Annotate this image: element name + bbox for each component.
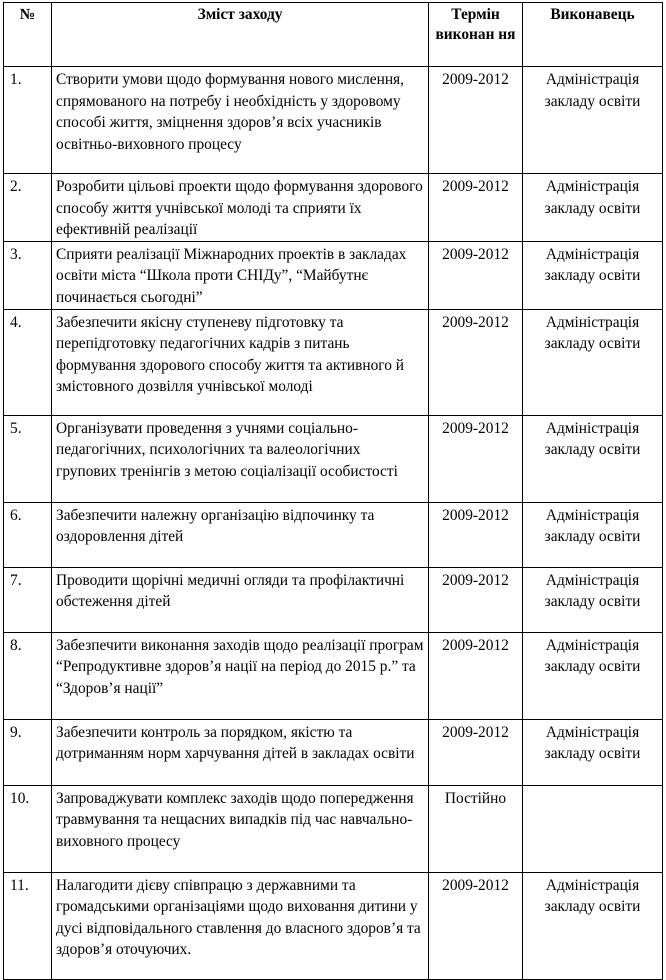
row-term: 2009-2012 [429,632,523,719]
row-content: Налагодити дієву співпрацю з державними та громадськими організаціями щодо виховання дитини у дусі відповідального ставлення до власного здоров’я та здоров’я оточуючих. [52,872,429,979]
table-row [4,415,663,502]
row-number: 1. [4,67,52,174]
table-row [4,632,663,719]
row-number: 9. [4,719,52,785]
row-executor: Адміністрація закладу освіти [523,632,663,719]
table-row [4,719,663,785]
row-executor: Адміністрація закладу освіти [523,872,663,979]
table-row [4,567,663,632]
row-term: 2009-2012 [429,719,523,785]
row-content: Проводити щорічні медичні огляди та профілактичні обстеження дітей [52,567,429,632]
row-executor: Адміністрація закладу освіти [523,567,663,632]
row-executor: Адміністрація закладу освіти [523,502,663,567]
row-executor: Адміністрація закладу освіти [523,67,663,174]
table-row [4,67,663,174]
table-row [4,174,663,242]
table-row [4,502,663,567]
row-executor: Адміністрація закладу освіти [523,309,663,415]
table-row [4,872,663,979]
row-content: Забезпечити належну організацію відпочинку та оздоровлення дітей [52,502,429,567]
row-term: 2009-2012 [429,502,523,567]
header-term: Термін виконан ня [429,3,523,67]
row-content: Організувати проведення з учнями соціально-педагогічних, психологічних та валеологічних групових тренінгів з метою соціалізації особистості [52,415,429,502]
row-number: 5. [4,415,52,502]
row-executor: Адміністрація закладу освіти [523,719,663,785]
row-content: Запроваджувати комплекс заходів щодо попередження травмування та нещасних випадків під час навчально-виховного процесу [52,785,429,872]
row-content: Сприяти реалізації Міжнародних проектів в закладах освіти міста “Школа проти СНІДу”, “Майбутнє починається сьогодні” [52,241,429,309]
row-number: 10. [4,785,52,872]
row-executor: Адміністрація закладу освіти [523,174,663,242]
row-term: 2009-2012 [429,415,523,502]
row-term: 2009-2012 [429,241,523,309]
table-row [4,785,663,872]
table-row [4,241,663,309]
row-number: 7. [4,567,52,632]
row-executor: Адміністрація закладу освіти [523,415,663,502]
row-number: 8. [4,632,52,719]
row-number: 6. [4,502,52,567]
row-term: Постійно [429,785,523,872]
row-number: 3. [4,241,52,309]
row-term: 2009-2012 [429,174,523,242]
row-term: 2009-2012 [429,872,523,979]
row-content: Розробити цільові проекти щодо формування здорового способу життя учнівської молоді та сприяти їх ефективній реалізації [52,174,429,242]
row-executor [523,785,663,872]
table-row [4,309,663,415]
row-executor: Адміністрація закладу освіти [523,241,663,309]
measures-table [3,2,663,980]
row-content: Забезпечити виконання заходів щодо реалізації програм “Репродуктивне здоров’я нації на період до 2015 р.” та “Здоров’я нації” [52,632,429,719]
row-number: 11. [4,872,52,979]
header-row [4,3,663,67]
row-term: 2009-2012 [429,567,523,632]
row-content: Забезпечити контроль за порядком, якістю та дотриманням норм харчування дітей в закладах освіти [52,719,429,785]
table-body [4,3,663,980]
row-number: 4. [4,309,52,415]
row-number: 2. [4,174,52,242]
row-term: 2009-2012 [429,67,523,174]
row-term: 2009-2012 [429,309,523,415]
header-executor: Виконавець [523,3,663,67]
row-content: Забезпечити якісну ступеневу підготовку та перепідготовку педагогічних кадрів з питань формування здорового способу життя та активного й змістовного дозвілля учнівської молоді [52,309,429,415]
header-content: Зміст заходу [52,3,429,67]
row-content: Створити умови щодо формування нового мислення, спрямованого на потребу і необхідність у здоровому способі життя, зміцнення здоров’я всіх учасників освітньо-виховного процесу [52,67,429,174]
header-number: № [4,3,52,67]
